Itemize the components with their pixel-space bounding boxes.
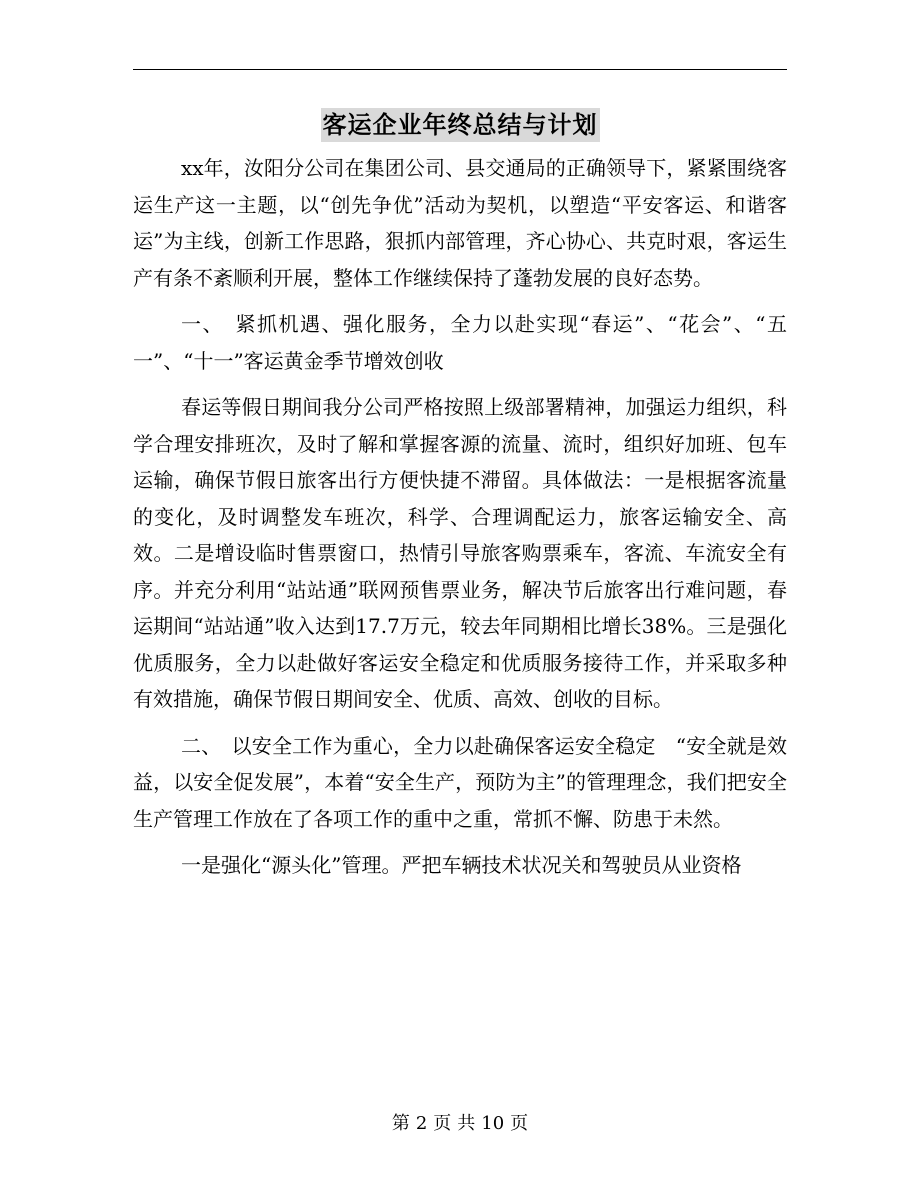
paragraph-section-one-heading: 一、 紧抓机遇、强化服务，全力以赴实现“春运”、“花会”、“五一”、“十一”客运黄金季节增效创收 — [133, 312, 787, 373]
paragraph-spring-transport: 春运等假日期间我分公司严格按照上级部署精神，加强运力组织，科学合理安排班次，及时了解和掌握客源的流量、流时，组织好加班、包车运输，确保节假日旅客出行方便快捷不滞留。具体做法：一是根据客流量的变化，及时调整发车班次，科学、合理调配运力，旅客运输安全、高效。二是增设临时售票窗口，热情引导旅客购票乘车，客流、车流安全有序。并充分利用“站站通”联网预售票业务，解决节后旅客出行难问题，春运期间“站站通”收入达到17.7万元，较去年同期相比增长38%。三是强化优质服务，全力以赴做好客运安全稳定和优质服务接待工作，并采取多种有效措施，确保节假日期间安全、优质、高效、创收的目标。 — [133, 395, 787, 711]
header-rule — [133, 69, 787, 70]
page-suffix: 页 — [510, 1113, 529, 1134]
total-word: 共 — [457, 1113, 476, 1134]
page-word: 页 — [433, 1113, 452, 1134]
paragraph-section-two-heading: 二、 以安全工作为重心，全力以赴确保客运安全稳定 “安全就是效益，以安全促发展”，本着“安全生产，预防为主”的管理理念，我们把安全生产管理工作放在了各项工作的重中之重，常抓不懈、防患于未然。 — [133, 733, 787, 831]
page-footer — [0, 1112, 920, 1136]
title-container — [0, 108, 920, 142]
page-prefix: 第 — [391, 1113, 410, 1134]
current-page-number: 2 — [415, 1113, 428, 1134]
document-body — [133, 150, 787, 894]
paragraph-intro: xx年，汝阳分公司在集团公司、县交通局的正确领导下，紧紧围绕客运生产这一主题，以“创先争优”活动为契机，以塑造“平安客运、和谐客运”为主线，创新工作思路，狠抓内部管理，齐心协心、共克时艰，客运生产有条不紊顺利开展，整体工作继续保持了蓬勃发展的良好态势。 — [133, 156, 787, 290]
document-title: 客运企业年终总结与计划 — [321, 108, 600, 142]
paragraph-source-management: 一是强化“源头化”管理。严把车辆技术状况关和驾驶员从业资格 — [181, 853, 742, 877]
total-page-count: 10 — [481, 1113, 505, 1134]
